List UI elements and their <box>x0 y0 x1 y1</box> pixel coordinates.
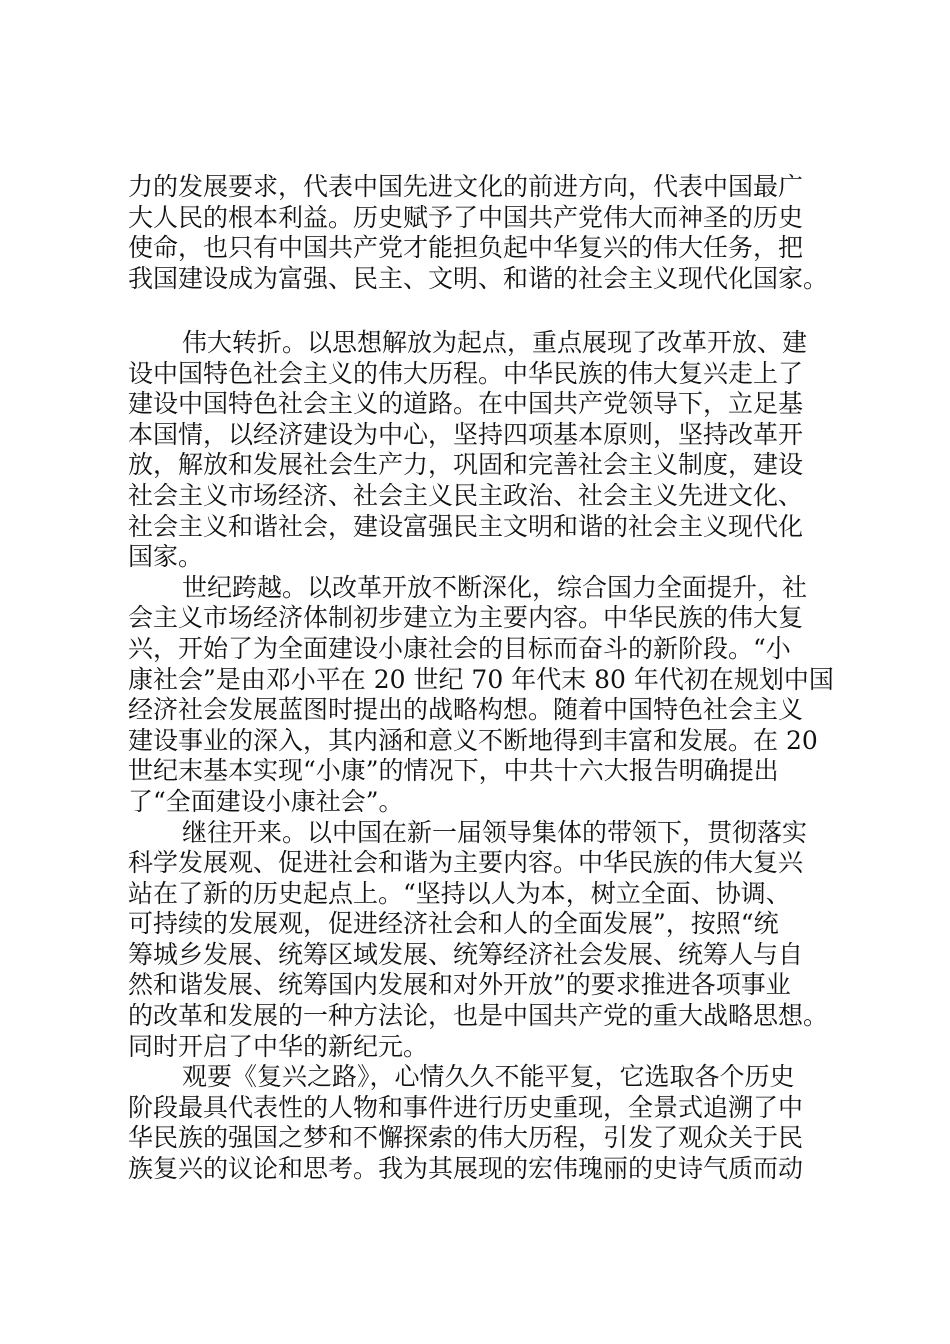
text-line: 可持续的发展观，促进经济社会和人的全面发展”，按照“统 <box>128 909 779 939</box>
text-line: 建设中国特色社会主义的道路。在中国共产党领导下，立足基 <box>128 389 804 419</box>
paragraph-start-line: 世纪跨越。以改革开放不断深化，综合国力全面提升，社 <box>182 572 808 602</box>
text-line: 社会主义市场经济、社会主义民主政治、社会主义先进文化、 <box>128 480 804 510</box>
text-line: 设中国特色社会主义的伟大历程。中华民族的伟大复兴走上了 <box>128 358 804 388</box>
text-line: 族复兴的议论和思考。我为其展现的宏伟瑰丽的史诗气质而动 <box>128 1154 804 1184</box>
paragraph-group <box>128 328 848 1185</box>
text-line: 筹城乡发展、统筹区域发展、统筹经济社会发展、统筹人与自 <box>128 939 804 969</box>
text-line: 放，解放和发展社会生产力，巩固和完善社会主义制度，建设 <box>128 450 804 480</box>
text-line: 本国情，以经济建设为中心，坚持四项基本原则，坚持改革开 <box>128 419 804 449</box>
text-line: 会主义市场经济体制初步建立为主要内容。中华民族的伟大复 <box>128 603 804 633</box>
text-line: 华民族的强国之梦和不懈探索的伟大历程，引发了观众关于民 <box>128 1123 804 1153</box>
paragraph-start-line: 观要《复兴之路》，心情久久不能平复，它选取各个历史 <box>182 1062 795 1092</box>
text-line: 经济社会发展蓝图时提出的战略构想。随着中国特色社会主义 <box>128 695 804 725</box>
text-line: 站在了新的历史起点上。“坚持以人为本，树立全面、协调、 <box>128 878 791 908</box>
text-line: 大人民的根本利益。历史赋予了中国共产党伟大而神圣的历史 <box>128 202 804 232</box>
text-line: 科学发展观、促进社会和谐为主要内容。中华民族的伟大复兴 <box>128 848 804 878</box>
text-line: 兴，开始了为全面建设小康社会的目标而奋斗的新阶段。“小 <box>128 633 791 663</box>
text-line: 的改革和发展的一种方法论，也是中国共产党的重大战略思想。 <box>128 1001 829 1031</box>
text-line: 建设事业的深入，其内涵和意义不断地得到丰富和发展。在 20 <box>128 725 818 755</box>
text-line: 阶段最具代表性的人物和事件进行历史重现，全景式追溯了中 <box>128 1092 804 1122</box>
text-line: 使命，也只有中国共产党才能担负起中华复兴的伟大任务，把 <box>128 233 804 263</box>
text-line: 我国建设成为富强、民主、文明、和谐的社会主义现代化国家。 <box>128 263 829 293</box>
paragraph-start-line: 伟大转折。以思想解放为起点，重点展现了改革开放、建 <box>182 328 808 357</box>
text-line: 世纪末基本实现“小康”的情况下，中共十六大报告明确提出 <box>128 756 779 786</box>
text-line: 康社会”是由邓小平在 20 世纪 70 年代末 80 年代初在规划中国 <box>128 664 834 694</box>
text-line: 了“全面建设小康社会”。 <box>128 786 404 816</box>
text-line: 同时开启了中华的新纪元。 <box>128 1031 429 1061</box>
text-line: 国家。 <box>128 542 204 572</box>
text-line: 社会主义和谐社会，建设富强民主文明和谐的社会主义现代化 <box>128 511 804 541</box>
text-line: 然和谐发展、统筹国内发展和对外开放”的要求推进各项事业 <box>128 970 791 1000</box>
text-line: 力的发展要求，代表中国先进文化的前进方向，代表中国最广 <box>128 172 804 201</box>
paragraph-start-line: 继往开来。以中国在新一届领导集体的带领下，贯彻落实 <box>182 817 808 847</box>
paragraph-continuation <box>128 172 848 294</box>
